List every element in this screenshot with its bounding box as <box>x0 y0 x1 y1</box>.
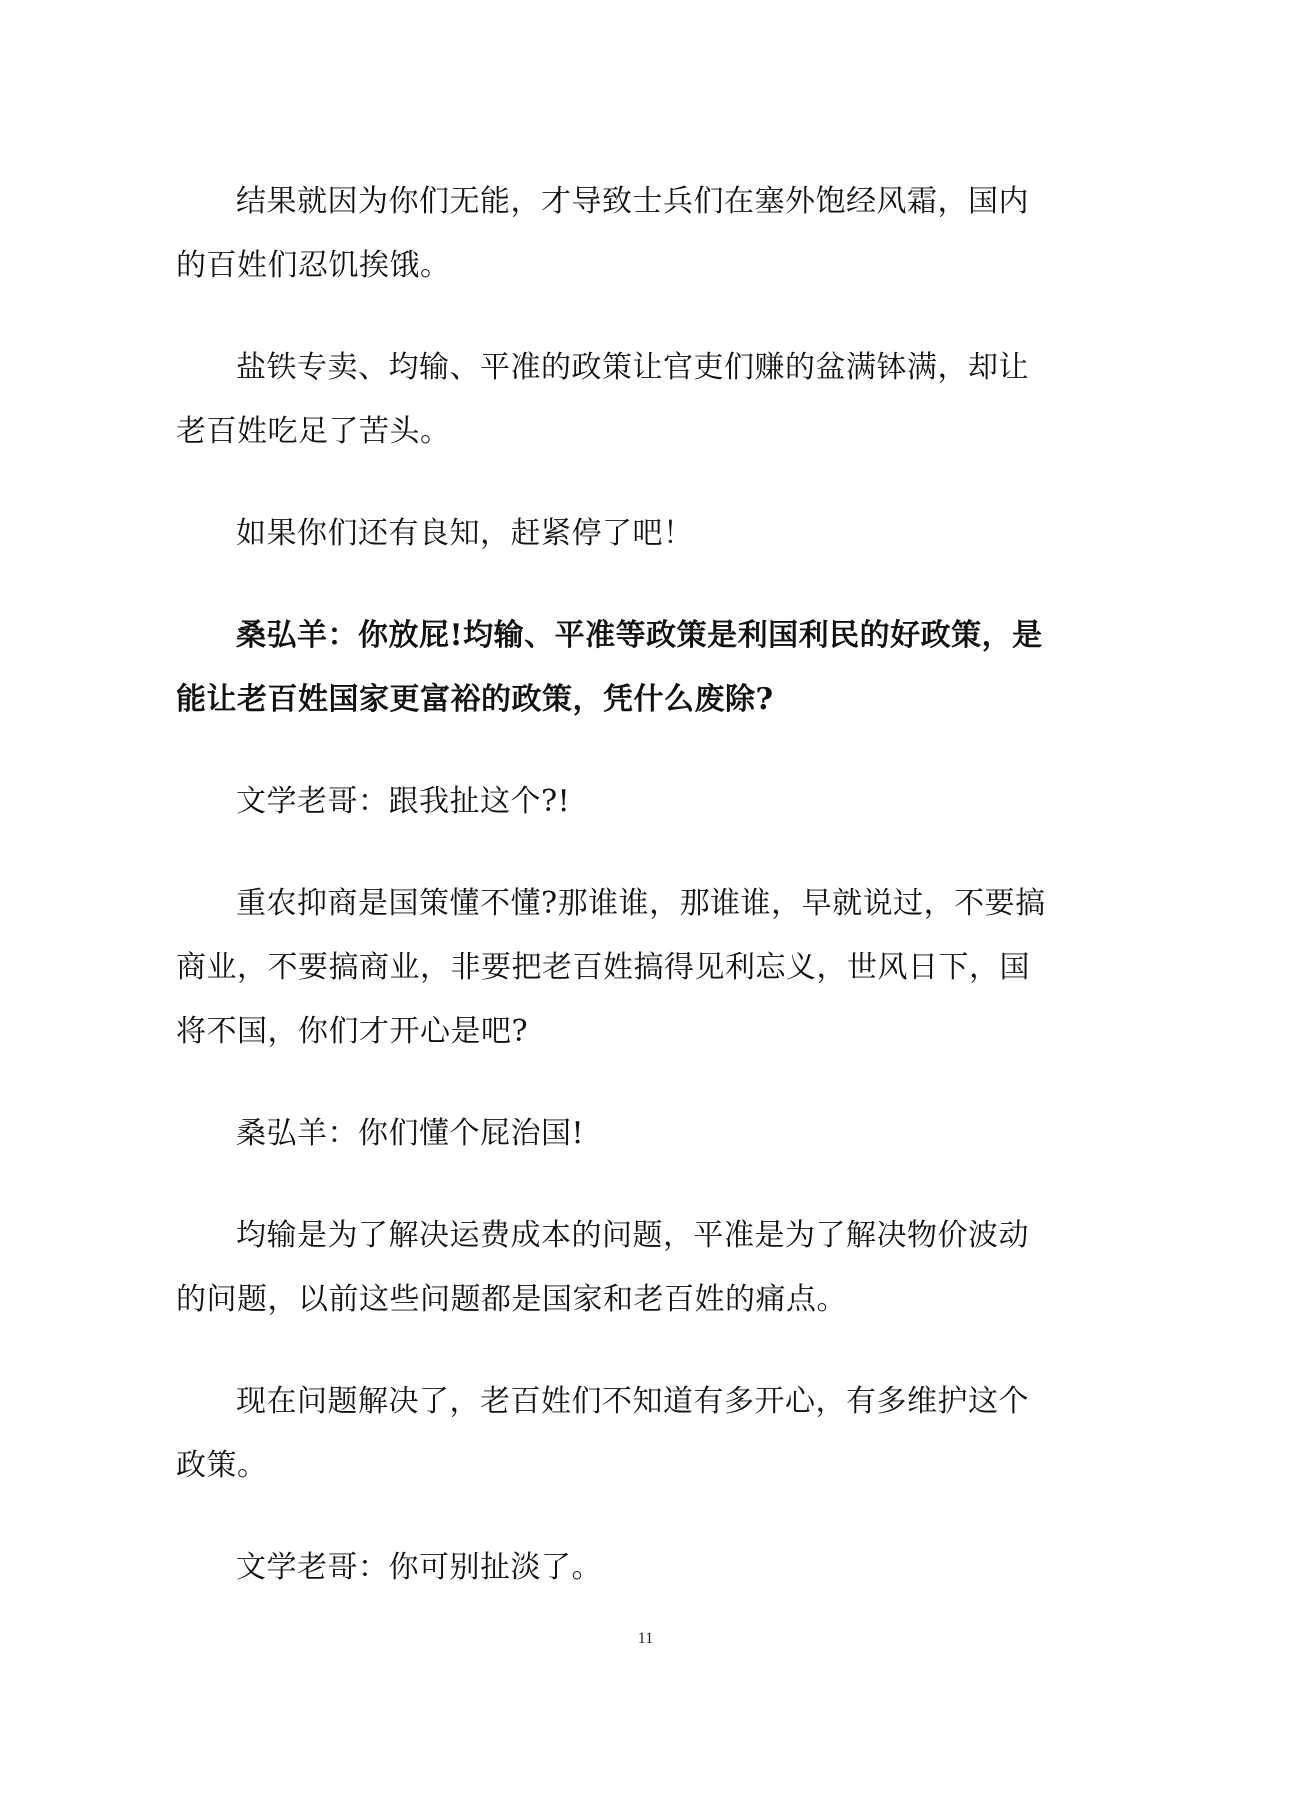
paragraph: 均输是为了解决运费成本的问题，平准是为了解决物价波动的问题，以前这些问题都是国家和老百姓的痛点。 <box>176 1218 1029 1317</box>
paragraph: 现在问题解决了，老百姓们不知道有多开心，有多维护这个政策。 <box>176 1384 1029 1483</box>
paragraph: 结果就因为你们无能，才导致士兵们在塞外饱经风霜，国内的百姓们忍饥挨饿。 <box>176 184 1029 283</box>
paragraph: 如果你们还有良知，赶紧停了吧！ <box>236 516 694 551</box>
paragraph: 盐铁专卖、均输、平准的政策让官吏们赚的盆满钵满，却让老百姓吃足了苦头。 <box>176 350 1029 449</box>
paragraph: 桑弘羊：你们懂个屁治国! <box>236 1116 585 1151</box>
paragraph: 文学老哥：你可别扯淡了。 <box>236 1550 602 1585</box>
paragraph: 重农抑商是国策懂不懂?那谁谁，那谁谁，早就说过，不要搞商业，不要搞商业，非要把老百姓搞得见利忘义，世风日下，国将不国，你们才开心是吧? <box>176 886 1046 1049</box>
paragraph-bold: 桑弘羊：你放屁!均输、平准等政策是利国利民的好政策，是能让老百姓国家更富裕的政策，凭什么废除? <box>176 618 1043 717</box>
document-body <box>176 170 1056 1638</box>
paragraph: 文学老哥：跟我扯这个?! <box>236 784 571 819</box>
page-number: 11 <box>637 1630 654 1647</box>
